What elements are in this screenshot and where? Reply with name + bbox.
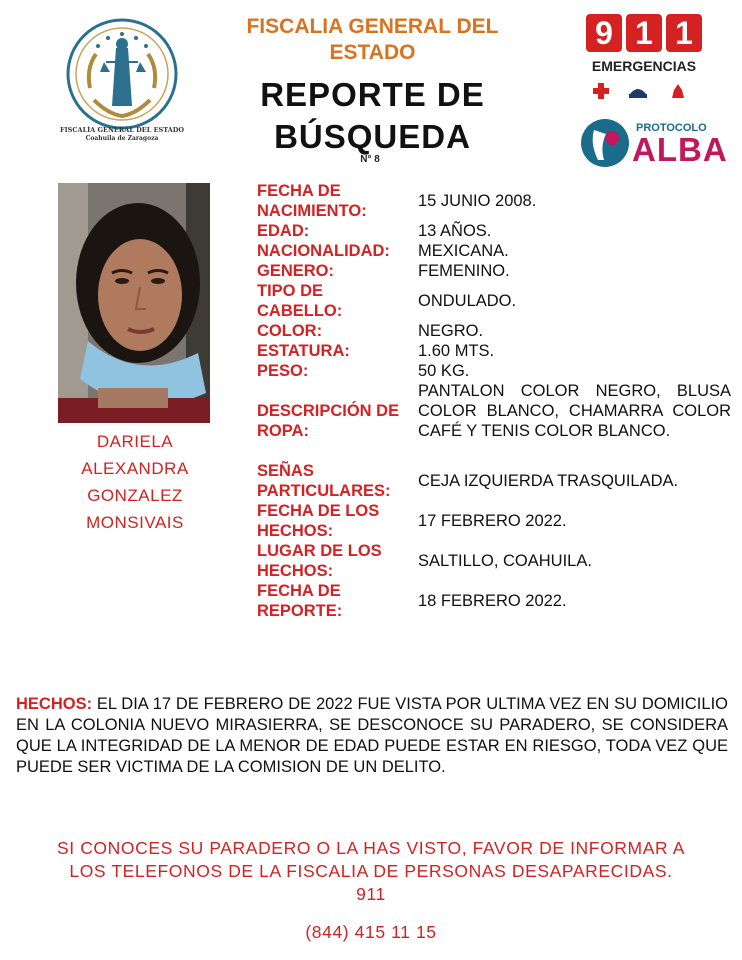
label-line: REPORTE: bbox=[257, 602, 343, 620]
label-line: HECHOS: bbox=[257, 522, 334, 540]
field-value-estatura: 1.60 MTS. bbox=[418, 342, 495, 360]
label-line: DESCRIPCIÓN DE bbox=[257, 402, 400, 420]
cta-phone-number: (844) 415 11 15 bbox=[305, 922, 437, 942]
label-line: PARTICULARES: bbox=[257, 482, 391, 500]
name-line-2: ALEXANDRA bbox=[81, 459, 189, 478]
protocolo-alba-logo bbox=[580, 116, 728, 170]
field-value-color: NEGRO. bbox=[418, 322, 484, 340]
label-line: LUGAR DE LOS bbox=[257, 542, 382, 560]
name-line-3: GONZALEZ bbox=[87, 486, 183, 505]
page-title bbox=[210, 74, 535, 158]
seal-text-line2: Coahuila de Zaragoza bbox=[85, 135, 159, 142]
missing-person-photo bbox=[58, 183, 210, 423]
label-line: FECHA DE bbox=[257, 182, 341, 200]
fiscalia-seal-logo bbox=[60, 18, 184, 146]
alba-small-text: PROTOCOLO bbox=[636, 122, 707, 134]
field-value-fecha-nacimiento: 15 JUNIO 2008. bbox=[418, 192, 537, 210]
label-line: FECHA DE LOS bbox=[257, 502, 380, 520]
page-title-line2: BÚSQUEDA bbox=[274, 118, 471, 155]
org-name bbox=[210, 14, 535, 66]
field-label-color: COLOR: bbox=[257, 322, 323, 340]
hechos-text: EL DIA 17 DE FEBRERO DE 2022 FUE VISTA POR ULTIMA VEZ EN SU DOMICILIO EN LA COLONIA NUEVO MIRASIERRA, SE DESCONOCE SU PARADERO, SE CONSIDERA QUE LA INTEGRIDAD DE LA MENOR DE EDAD PUEDE ESTAR EN RIESGO, TODA VEZ QUE PUEDE SER VICTIMA DE LA COMISION DE UN DELITO. bbox=[16, 695, 728, 776]
hechos-paragraph bbox=[16, 694, 728, 778]
digit-box-1a: 1 bbox=[626, 14, 662, 52]
cta-line1: SI CONOCES SU PARADERO O LA HAS VISTO, FAVOR DE INFORMAR A bbox=[57, 838, 685, 858]
red-cross-icon bbox=[593, 83, 609, 99]
label-line: NACIMIENTO: bbox=[257, 202, 367, 220]
org-name-line2: ESTADO bbox=[329, 41, 416, 64]
page-title-line1: REPORTE DE bbox=[260, 76, 485, 113]
emergency-911-logo bbox=[582, 14, 706, 106]
org-name-line1: FISCALIA GENERAL DEL bbox=[246, 15, 499, 38]
field-label-senas-particulares bbox=[257, 461, 391, 501]
hechos-label: HECHOS: bbox=[16, 695, 93, 713]
field-label-tipo-cabello bbox=[257, 281, 342, 321]
field-value-descripcion-ropa: PANTALON COLOR NEGRO, BLUSA COLOR BLANCO, CHAMARRA COLOR CAFÉ Y TENIS COLOR BLANCO. bbox=[418, 382, 731, 440]
call-to-action bbox=[10, 837, 732, 906]
digit-box-9: 9 bbox=[586, 14, 622, 52]
fire-hydrant-icon bbox=[672, 84, 684, 98]
digit-box-1b: 1 bbox=[666, 14, 702, 52]
seal-text-line1: FISCALÍA GENERAL DEL ESTADO bbox=[60, 126, 185, 134]
field-label-fecha-hechos bbox=[257, 501, 379, 541]
field-label-descripcion-ropa bbox=[257, 401, 399, 441]
name-line-4: MONSIVAIS bbox=[86, 513, 184, 532]
field-label-fecha-reporte bbox=[257, 581, 342, 621]
police-cap-icon bbox=[629, 89, 647, 98]
field-value-lugar-hechos: SALTILLO, COAHUILA. bbox=[418, 552, 592, 570]
field-label-fecha-nacimiento bbox=[257, 181, 367, 221]
field-value-fecha-reporte: 18 FEBRERO 2022. bbox=[418, 592, 567, 610]
field-label-estatura: ESTATURA: bbox=[257, 342, 350, 360]
field-label-genero: GENERO: bbox=[257, 262, 335, 280]
missing-person-name bbox=[60, 428, 210, 536]
cta-phone-911: 911 bbox=[356, 884, 386, 904]
label-line: SEÑAS bbox=[257, 462, 314, 480]
field-value-nacionalidad: MEXICANA. bbox=[418, 242, 509, 260]
cta-line2: LOS TELEFONOS DE LA FISCALIA DE PERSONAS DESAPARECIDAS. bbox=[69, 861, 673, 881]
field-label-lugar-hechos bbox=[257, 541, 382, 581]
field-value-edad: 13 AÑOS. bbox=[418, 222, 492, 240]
alba-emblem-icon bbox=[580, 116, 630, 170]
field-value-genero: FEMENINO. bbox=[418, 262, 510, 280]
field-label-edad: EDAD: bbox=[257, 222, 310, 240]
label-line: HECHOS: bbox=[257, 562, 334, 580]
label-line: FECHA DE bbox=[257, 582, 341, 600]
name-line-1: DARIELA bbox=[96, 432, 174, 451]
field-value-tipo-cabello: ONDULADO. bbox=[418, 292, 517, 310]
alba-big-text: ALBA bbox=[632, 131, 728, 168]
report-number: N° 8 bbox=[360, 154, 380, 165]
field-value-senas-particulares: CEJA IZQUIERDA TRASQUILADA. bbox=[418, 472, 679, 490]
label-line: ROPA: bbox=[257, 422, 309, 440]
person-portrait-icon bbox=[58, 183, 210, 423]
label-line: CABELLO: bbox=[257, 302, 343, 320]
emergency-services-icons bbox=[588, 80, 700, 102]
field-label-peso: PESO: bbox=[257, 362, 309, 380]
field-value-fecha-hechos: 17 FEBRERO 2022. bbox=[418, 512, 567, 530]
emergencias-label: EMERGENCIAS bbox=[591, 58, 697, 74]
label-line: TIPO DE bbox=[257, 282, 324, 300]
field-value-peso: 50 KG. bbox=[418, 362, 470, 380]
field-label-nacionalidad: NACIONALIDAD: bbox=[257, 242, 390, 260]
